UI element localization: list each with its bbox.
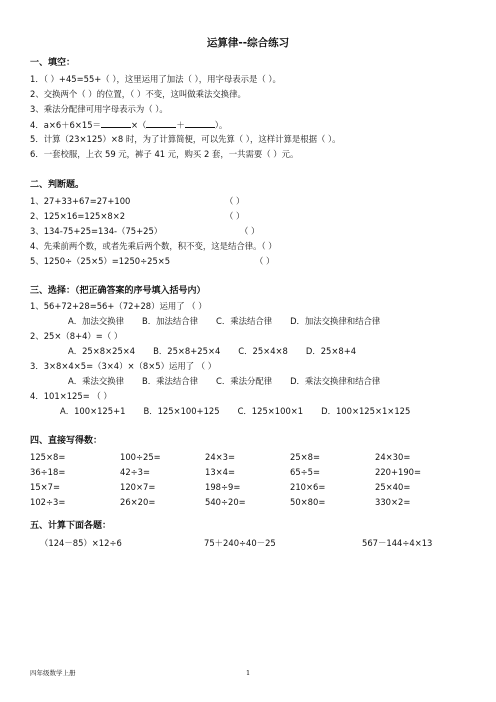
- judge-q2-mark: （ ）: [225, 211, 245, 221]
- choice-q2-options: [68, 346, 374, 356]
- judge-q4: 4、先乘前两个数，或者先乘后两个数，积不变，这是结合律。（ ）: [30, 241, 277, 251]
- fill-q4-part-b: ×（: [130, 120, 147, 130]
- choice-q4: 4．101×125= （ ）: [30, 391, 112, 401]
- blank-underline: [146, 119, 176, 128]
- choice-option: D．100×125×1×125: [321, 406, 411, 416]
- choice-option: A．25×8×25×4: [68, 346, 136, 356]
- fill-q4-part-d: ）。: [214, 120, 228, 130]
- judge-q3: 3、134-75+25=134-（75+25）: [30, 226, 163, 236]
- choice-q3: 3．3×8×4×5=（3×4）×（8×5）运用了 （ ）: [30, 361, 217, 371]
- math-item: 36÷18=: [30, 467, 66, 477]
- section-mental-math-heading: 四、直接写得数：: [30, 436, 103, 446]
- section-choice-heading: 三、选择：（把正确答案的序号填入括号内）: [30, 286, 206, 296]
- math-item: 198÷9=: [205, 482, 241, 492]
- judge-q2: 2、125×16=125×8×2: [30, 211, 126, 221]
- fill-q5: 5．计算（23×125）×8 时，为了计算简便，可以先算（ ），这样计算是根据（ ）。: [30, 134, 341, 144]
- choice-option: A．乘法交换律: [68, 376, 124, 386]
- choice-q4-options: [60, 406, 428, 416]
- choice-option: B．加法结合律: [141, 316, 198, 326]
- section-judge-heading: 二、判断题。: [30, 180, 85, 190]
- choice-option: A．加法交换律: [68, 316, 124, 326]
- fill-q2: 2、交换两个（ ）的位置，（ ）不变，这叫做乘法交换律。: [30, 89, 246, 99]
- choice-option: D．25×8+4: [305, 346, 357, 356]
- fill-q4-part-c: ＋: [176, 120, 185, 130]
- section-calculate-heading: 五、计算下面各题：: [30, 521, 112, 531]
- calc-item-3: 567－144÷4×13: [362, 538, 433, 548]
- math-item: 50×80=: [290, 497, 326, 507]
- fill-q3: 3、乘法分配律可用字母表示为（ ）。: [30, 104, 168, 114]
- math-item: 65÷5=: [290, 467, 321, 477]
- mental-math-row: [30, 497, 470, 507]
- math-item: 25×40=: [375, 482, 411, 492]
- math-item: 210×6=: [290, 482, 326, 492]
- math-item: 540÷20=: [205, 497, 246, 507]
- choice-option: C．乘法结合律: [215, 316, 273, 326]
- judge-q3-mark: （ ）: [240, 226, 260, 236]
- blank-underline: [185, 119, 215, 128]
- fill-q1: 1．（ ）+45=55+（ ），这里运用了加法（ ），用字母表示是（ ）。: [30, 74, 281, 84]
- math-item: 15×7=: [30, 482, 61, 492]
- choice-option: C．乘法分配律: [215, 376, 273, 386]
- math-item: 24×3=: [205, 452, 236, 462]
- choice-q2: 2、25×（8+4）=（ ）: [30, 331, 123, 341]
- choice-q3-options: [68, 376, 398, 386]
- fill-q4-part-a: 4．a×6＋6×15＝: [30, 120, 101, 130]
- mental-math-row: [30, 482, 470, 492]
- math-item: 100÷25=: [120, 452, 161, 462]
- section-fill-blank-heading: 一、填空：: [30, 58, 76, 68]
- judge-q1-mark: （ ）: [225, 196, 245, 206]
- fill-q4: [30, 119, 227, 130]
- mental-math-row: [30, 467, 470, 477]
- math-item: 120×7=: [120, 482, 156, 492]
- choice-option: C．25×4×8: [238, 346, 288, 356]
- calc-item-1: （124－85）×12÷6: [40, 538, 122, 548]
- footer-grade: 四年级数学上册: [30, 669, 76, 677]
- choice-option: D．加法交换律和结合律: [290, 316, 381, 326]
- choice-option: A．100×125+1: [60, 406, 126, 416]
- math-item: 330×2=: [375, 497, 411, 507]
- math-item: 24×30=: [375, 452, 411, 462]
- footer-page-number: 1: [246, 669, 251, 677]
- choice-option: B．25×8+25×4: [153, 346, 221, 356]
- math-item: 220+190=: [375, 467, 422, 477]
- math-item: 25×8=: [290, 452, 321, 462]
- fill-q6: 6．一套校服，上衣 59 元，裤子 41 元，购买 2 套，一共需要（ ）元。: [30, 149, 299, 159]
- math-item: 13×4=: [205, 467, 236, 477]
- choice-q1-options: [68, 316, 398, 326]
- choice-option: D．乘法交换律和结合律: [290, 376, 381, 386]
- choice-option: B．125×100+125: [143, 406, 220, 416]
- math-item: 125×8=: [30, 452, 66, 462]
- choice-q1: 1、56+72+28=56+（72+28）运用了 （ ）: [30, 301, 207, 311]
- judge-q5: 5、1250÷（25×5）=1250÷25×5: [30, 256, 171, 266]
- mental-math-row: [30, 452, 470, 462]
- choice-option: C．125×100×1: [237, 406, 304, 416]
- calc-item-2: 75＋240÷40－25: [204, 538, 276, 548]
- judge-q5-mark: （ ）: [255, 256, 275, 266]
- judge-q1: 1、27+33+67=27+100: [30, 196, 131, 206]
- math-item: 102÷3=: [30, 497, 66, 507]
- math-item: 42÷3=: [120, 467, 151, 477]
- page-title: 运算律--综合练习: [206, 37, 290, 49]
- math-item: 26×20=: [120, 497, 156, 507]
- blank-underline: [101, 119, 131, 128]
- choice-option: B．乘法结合律: [141, 376, 198, 386]
